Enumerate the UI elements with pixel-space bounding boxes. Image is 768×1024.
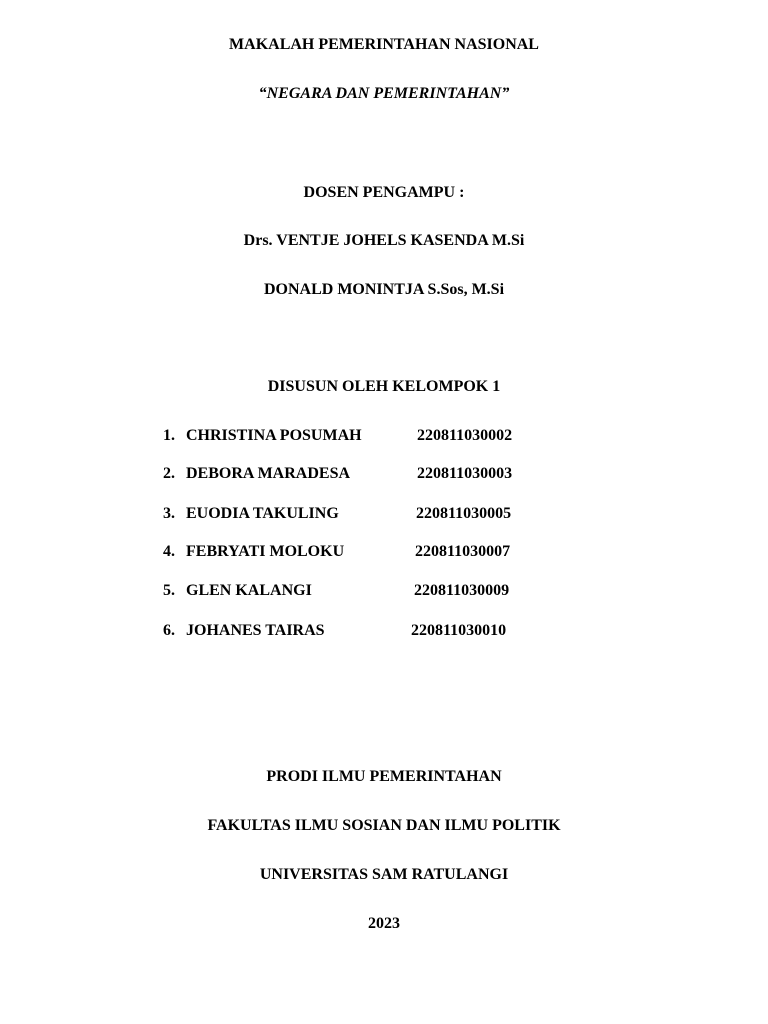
member-item: [0, 581, 768, 601]
member-nim: 220811030003: [417, 465, 513, 482]
university-name: UNIVERSITAS SAM RATULANGI: [259, 866, 509, 883]
member-name: FEBRYATI MOLOKU: [186, 543, 345, 560]
member-number: 6.: [163, 622, 175, 639]
member-name: EUODIA TAKULING: [186, 505, 339, 522]
member-item: [0, 621, 768, 641]
faculty-name: FAKULTAS ILMU SOSIAN DAN ILMU POLITIK: [207, 817, 561, 834]
member-number: 2.: [163, 465, 175, 482]
member-name: CHRISTINA POSUMAH: [186, 427, 362, 444]
member-number: 4.: [163, 543, 175, 560]
member-nim: 220811030005: [416, 505, 512, 522]
lecturer-heading: DOSEN PENGAMPU :: [303, 184, 465, 201]
group-heading: DISUSUN OLEH KELOMPOK 1: [267, 378, 501, 395]
member-name: DEBORA MARADESA: [186, 465, 351, 482]
member-item: [0, 504, 768, 524]
member-name: GLEN KALANGI: [186, 582, 312, 599]
member-number: 1.: [163, 427, 175, 444]
lecturer-name-1: Drs. VENTJE JOHELS KASENDA M.Si: [243, 232, 525, 249]
program-name: PRODI ILMU PEMERINTAHAN: [266, 768, 502, 785]
document-year: 2023: [368, 915, 400, 932]
member-item: [0, 426, 768, 446]
lecturer-name-2: DONALD MONINTJA S.Sos, M.Si: [263, 281, 505, 298]
member-name: JOHANES TAIRAS: [186, 622, 325, 639]
member-nim: 220811030010: [411, 622, 507, 639]
document-title: MAKALAH PEMERINTAHAN NASIONAL: [229, 36, 539, 53]
member-nim: 220811030007: [415, 543, 511, 560]
member-nim: 220811030002: [417, 427, 513, 444]
member-number: 5.: [163, 582, 175, 599]
member-item: [0, 542, 768, 562]
member-nim: 220811030009: [414, 582, 510, 599]
document-subtitle: “NEGARA DAN PEMERINTAHAN”: [258, 85, 510, 102]
member-number: 3.: [163, 505, 175, 522]
member-item: [0, 464, 768, 484]
